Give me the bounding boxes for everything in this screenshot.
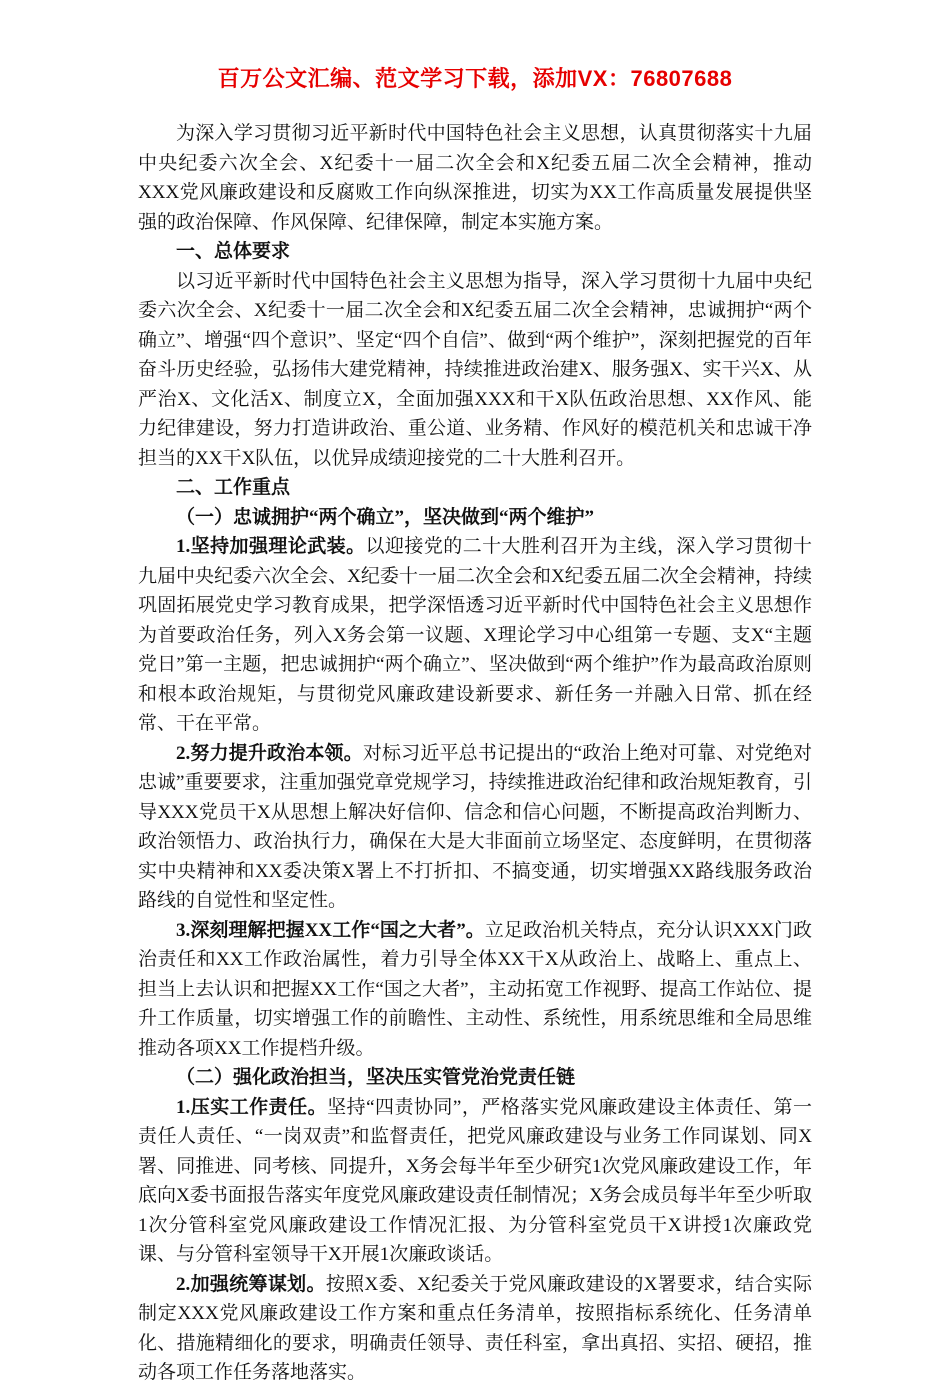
paragraph-lead: 3.深刻理解把握XX工作“国之大者”。 bbox=[176, 919, 485, 941]
paragraph-text: 以迎接党的二十大胜利召开为主线，深入学习贯彻十九届中央纪委六次全会、X纪委十一届二次全会和X纪委五届二次全会精神，持续巩固拓展党史学习教育成果，把学深悟透习近平新时代中国特色社会主义思想作为首要政治任务，列入X务会第一议题、X理论学习中心组第一专题、支X“主题党日”第一主题，把忠诚拥护“两个确立”、坚决做到“两个维护”作为最高政治原则和根本政治规矩，与贯彻党风廉政建设新要求、新任务一并融入日常、抓在经常、干在平常。 bbox=[138, 536, 812, 734]
section-heading-2 bbox=[138, 473, 812, 503]
paragraph-lead: 2.努力提升政治本领。 bbox=[176, 742, 363, 764]
subsection-heading-2 bbox=[138, 1063, 812, 1093]
paragraph-item-1-3 bbox=[138, 916, 812, 1064]
heading-text: 一、总体要求 bbox=[176, 241, 291, 262]
promo-banner: 百万公文汇编、范文学习下载，添加VX：76807688 bbox=[217, 66, 733, 91]
paragraph-lead: 2.加强统筹谋划。 bbox=[176, 1273, 326, 1295]
paragraph-lead: 1.压实工作责任。 bbox=[176, 1096, 328, 1118]
paragraph-overall-requirements bbox=[138, 267, 812, 474]
document-body bbox=[138, 119, 812, 1388]
paragraph-text: 立足政治机关特点，充分认识XXX门政治责任和XX工作政治属性，着力引导全体XX干X从政治上、战略上、重点上、担当上去认识和把握XX工作“国之大者”，主动拓宽工作视野、提高工作站位、提升工作质量，切实增强工作的前瞻性、主动性、系统性，用系统思维和全局思维推动各项XX工作提档升级。 bbox=[138, 919, 812, 1059]
paragraph-lead: 1.坚持加强理论武装。 bbox=[176, 536, 366, 557]
subsection-heading-1 bbox=[138, 503, 812, 533]
paragraph-text: 以习近平新时代中国特色社会主义思想为指导，深入学习贯彻十九届中央纪委六次全会、X纪委十一届二次全会和X纪委五届二次全会精神，忠诚拥护“两个确立”、增强“四个意识”、坚定“四个自信”、做到“两个维护”，深刻把握党的百年奋斗历史经验，弘扬伟大建党精神，持续推进政治建X、服务强X、实干兴X、从严治X、文化活X、制度立X，全面加强XXX和干X队伍政治思想、XX作风、能力纪律建设，努力打造讲政治、重公道、业务精、作风好的模范机关和忠诚干净担当的XX干X队伍，以优异成绩迎接党的二十大胜利召开。 bbox=[138, 270, 812, 469]
paragraph-text: 坚持“四责协同”，严格落实党风廉政建设主体责任、第一责任人责任、“一岗双责”和监督责任，把党风廉政建设与业务工作同谋划、同X署、同推进、同考核、同提升，X务会每半年至少研究1次党风廉政建设工作，年底向X委书面报告落实年度党风廉政建设责任制情况；X务会成员每半年至少听取1次分管科室党风廉政建设工作情况汇报、为分管科室党员干X讲授1次廉政党课、与分管科室领导干X开展1次廉政谈话。 bbox=[138, 1096, 812, 1265]
paragraph-text: 按照X委、X纪委关于党风廉政建设的X署要求，结合实际制定XXX党风廉政建设工作方案和重点任务清单，按照指标系统化、任务清单化、措施精细化的要求，明确责任领导、责任科室，拿出真招、实招、硬招，推动各项工作任务落地落实。 bbox=[138, 1273, 812, 1383]
paragraph-intro bbox=[138, 119, 812, 237]
heading-text: （一）忠诚拥护“两个确立”，坚决做到“两个维护” bbox=[176, 506, 595, 528]
section-heading-1 bbox=[138, 237, 812, 267]
paragraph-item-2-2 bbox=[138, 1270, 812, 1388]
paragraph-item-1-1 bbox=[138, 532, 812, 739]
paragraph-text: 对标习近平总书记提出的“政治上绝对可靠、对党绝对忠诚”重要要求，注重加强党章党规学习，持续推进政治纪律和政治规矩教育，引导XXX党员干X从思想上解决好信仰、信念和信心问题，不断提高政治判断力、政治领悟力、政治执行力，确保在大是大非面前立场坚定、态度鲜明，在贯彻落实中央精神和XX委决策X署上不打折扣、不搞变通，切实增强XX路线服务政治路线的自觉性和坚定性。 bbox=[138, 742, 812, 911]
heading-text: （二）强化政治担当，坚决压实管党治党责任链 bbox=[176, 1067, 576, 1088]
paragraph-text: 为深入学习贯彻习近平新时代中国特色社会主义思想，认真贯彻落实十九届中央纪委六次全会、X纪委十一届二次全会和X纪委五届二次全会精神，推动XXX党风廉政建设和反腐败工作向纵深推进，切实为XX工作高质量发展提供坚强的政治保障、作风保障、纪律保障，制定本实施方案。 bbox=[138, 123, 812, 233]
paragraph-item-1-2 bbox=[138, 739, 812, 916]
heading-text: 二、工作重点 bbox=[176, 477, 291, 498]
paragraph-item-2-1 bbox=[138, 1093, 812, 1270]
